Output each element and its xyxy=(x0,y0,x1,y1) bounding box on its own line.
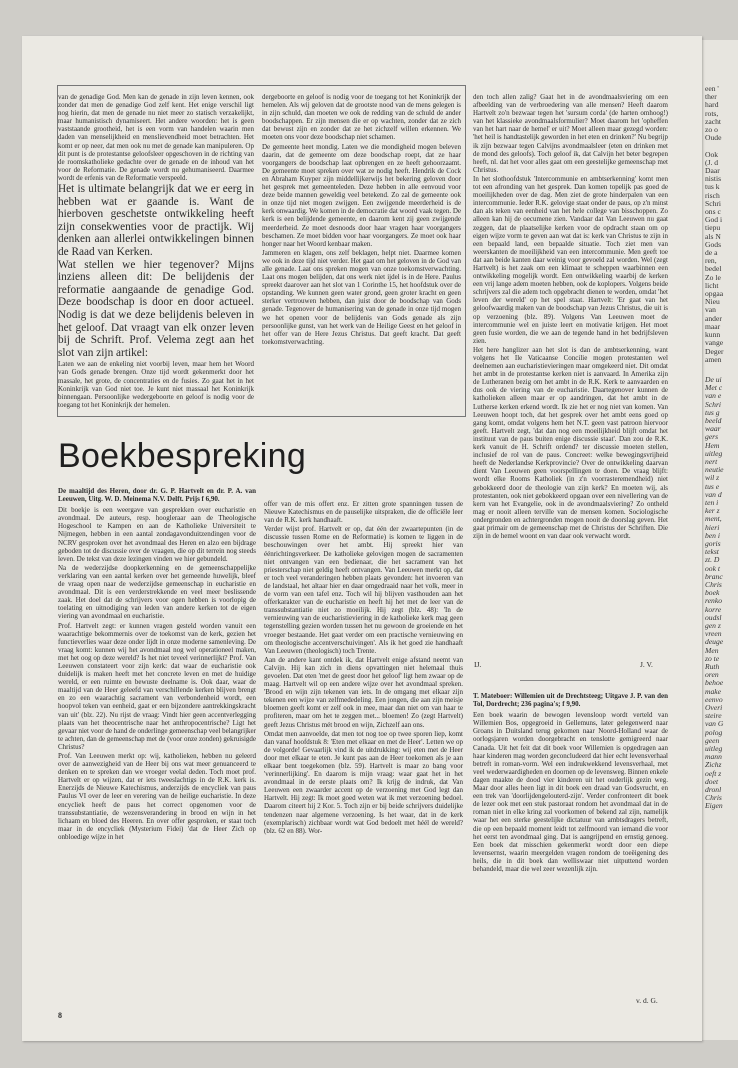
strip-line: God i xyxy=(705,215,723,225)
strip-line: Ruth xyxy=(705,662,720,672)
strip-line: tus k xyxy=(705,182,720,192)
strip-line: eenvo xyxy=(705,694,723,704)
strip-line: amen xyxy=(705,354,722,364)
strip-line: doet xyxy=(705,776,719,786)
review-paragraph: Dit boekje is een weergave van gesprekken over eucharistie en avondmaal. De auteurs, resp. hoogleraar aan de Theologische Hogeschool te Kampen en aan de Katholieke Universiteit te Nijmegen, hebben in een aantal zondagavonduitzendingen voor de NCRV gesproken over het avondmaal des Heren en alzo een bijdrage geboden tot de discussie over de vraagen, die op dit terrein nog steeds leven. De tekst van deze lezingen vinden we hier gebundeld. xyxy=(58,506,256,563)
review-1-column-2 xyxy=(264,500,463,1010)
strip-line: gen z xyxy=(705,621,721,630)
strip-line: vange xyxy=(705,338,724,348)
strip-line: ook t xyxy=(705,563,720,573)
strip-line: oudsl xyxy=(705,612,722,622)
strip-line: beeld xyxy=(705,415,722,425)
signature-review-2: v. d. G. xyxy=(636,996,658,1005)
article-quote: Laten we aan de enkeling niet voorbij leven, maar hem het Woord van Gods genade brengen. Onze tijd wordt gekenmerkt door het massale, het grote, de concentraties en de fusies. Zo gaat het in het Koninkrijk van God niet toe. Je kunt niet massaal het Koninkrijk binnengaan. Persoonlijke wedergeboorte en geloof is nodig voor de toegang tot het Koninkrijk der hemelen. xyxy=(58,360,254,409)
article-paragraph: Het here hanglizer aan het slot is dan de ambtserkenning, want volgens het Ile Vaticaanse Concilie mogen protestanten wel deelnemen aan eucharistievieringen maar omgekeerd niet. Dit omdat het ambt in de protestantse kerken niet is aanvaard. In Amerika zijn de Lutheranen bezig om het ambt in de R.K. Kerk te aanvaarden en dus ook de viering van de eucharistie. Daartegenover kunnen de katholieken alleen maar er op aandringen, dat het ambt in de Lutherse kerken erkend wordt. Ik zie het er nog niet van komen. Van Leeuwen hoopt toch, dat het gesprek over het ambt eens goed op gang komt, omdat volgens hem het N.T. geen vast patroon hiervoor geeft. Hartvelt zegt, 'dat dan nog een moeilijkheid blijft omdat het instituut van de paus buiten enige discussie staat'. Dan zou de R.K. kerk vanuit de H. Schrift ordend? ter discussie moeten stellen, inclusief de rol van de paus. Concreet: welke bewegingsvrijheid heeft de Nederlandse Kerkprovincie? Over de ontwikkeling daarvan dient Van Leeuwen geen voorspellingen te doen. De vraag blijft: wordt elke Rooms Katholiek (in z'n voorrasteremendheid) niet gebokkeerd door de theologie van zijn kerk? En moeten wij, als protestanten, ook niet gebokkeerd opgaan over een nivellering van de kern van het Evangelie, ook in de avondmaalsviering? Zo ontheld mag er nooit alleen terville van de mensen komen. Sociologische ondergronden en achtergronden mogen nooit de doorslag geven. Het gaat primair om de gemeenschap met de Christus der Schriften. Die zijn in de hemel woont en van daar ook verwacht wordt. xyxy=(473,345,668,541)
strip-line: ther xyxy=(705,92,717,102)
review-paragraph: offer van de mis offert enz. Er zitten grote spanningen tussen de Nieuwe Katechismus en de pauselijke uitspraken, die de officiële leer van de R.K. kerk handhaaft. xyxy=(264,500,463,525)
strip-line: tiepu xyxy=(705,223,721,233)
review-1-column-1 xyxy=(58,487,256,1007)
review-paragraph: Verder wijst prof. Hartvelt er op, dat één der zwaartepunten (in de discussie tussen Rome en de Reformatie) is komen te liggen in de beschouwingen over het ambt. Hij spreekt hier van éénrichtingsverkeer. De katholieke gelovigen mogen de sacramenten niet ontvangen van een bedienaar, die het sacrament van het priesterschap niet geldig heeft ontvangen. Van Leeuwen merkt op, dat er toch veel veranderingen hebben plaats gevonden: het invoeren van de landstaal, het altaar hier en daar omgedraaid naar het volk, meer in de vorm van een tafel enz. Toch wil hij blijven vasthouden aan het offerkarakter van de eucharistie en heeft hij het met de leer van de transsubstantiatie niet zo moeilijk. Hij zegt (blz. 48): 'In de vernieuwing van de eucharistieviering in de katholieke kerk mag geen tegenstelling gezien worden tussen het nu gewoon de groeiende en het vroeger bestaande. Het gaat verder om een practische vernieuwing en om theologische accentverschuivingen'. Als ik het goed zie handhaaft Van Leeuwen (theologisch) toch Trente. xyxy=(264,525,463,655)
strip-line: Chris xyxy=(705,793,722,803)
review-2-column xyxy=(473,692,668,992)
strip-line: oren xyxy=(705,670,719,680)
strip-line: Oude xyxy=(705,133,722,143)
strip-line: Zichz xyxy=(705,760,722,770)
strip-line: van d xyxy=(705,489,722,499)
article-column-3 xyxy=(473,93,668,653)
review-2-title: T. Mateboer: Willemien uit de Drechtsteeg; Uitgave J. P. van den Tol, Dordrecht; 236 pagina's; f 9,90. xyxy=(473,692,668,709)
strip-line: zacht xyxy=(705,116,722,126)
strip-line: maar xyxy=(705,321,721,331)
strip-line: steire xyxy=(705,711,722,721)
strip-line: nistis xyxy=(705,174,722,184)
strip-line: De ui xyxy=(705,374,722,384)
strip-bottom xyxy=(705,376,738,811)
review-paragraph: Prof. Hartvelt zegt: er kunnen vragen gesteld worden vanuit een waarachtige bekommernis over de toekomst van de kerk, gezien het functieverlies waar deze onder lijdt in onze moderne samenleving. De vraag komt: kunnen wij het avondmaal nog wel operationeel maken, met het oog op deze wereld? Is het niet teveel verinnerlijkt? Prof. Van Leeuwen constateert voor zijn kerk: dat waar de eucharistie ook duidelijk is maken heeft met het concrete leven en met de huidige wereld, er een ruimte en bewuste deelname is. Ook daar, waar de maaltijd van de Heer geleefd van verschillende kerken blijven brengt en zo een waarachtig sacrament van verbondenheid wordt, een hoopvol teken van eenheid, gaat er een bijzondere aantrekkingskracht van uit' (blz. 22). Nu rijst de vraag: Vindt hier geen accentverlegging plaats van het theocentrische naar het anthropocentrische? Ligt het gevaar niet voor de hand de onderlinge gemeenschap veel belangrijker te achten, dan de gemeenschap met de (voor onze zonden) gekruisigde Christus? xyxy=(58,621,256,751)
adjacent-page-text xyxy=(705,85,738,1015)
strip-line: ker z xyxy=(705,506,720,516)
strip-line: zo o xyxy=(705,125,718,135)
strip-line: goris xyxy=(705,538,721,548)
strip-line: make xyxy=(705,686,722,696)
strip-line: als N xyxy=(705,231,721,241)
strip-line: gers xyxy=(705,432,719,442)
strip-line: mann xyxy=(705,752,722,762)
strip-line: tus e xyxy=(705,481,720,491)
strip-line: Gods xyxy=(705,239,722,249)
strip-line: ben i xyxy=(705,530,720,540)
strip-line: de a xyxy=(705,248,718,258)
signature-left: IJ. xyxy=(474,660,482,669)
strip-line: vreen xyxy=(705,629,722,639)
strip-line: ander xyxy=(705,313,722,323)
section-divider xyxy=(520,680,610,681)
review-paragraph: Na de wederzijdse doopkerkenning en de gemeenschappelijke verklaring van een aantal kerken over het gemeende huwelijk, bleef de vraag open naar de wederzijdse gemeenschap in eucharistie en avondmaal. Dit is een verderstrekkende en veel meer beslissende zaak. Het doel dat de schrijvers voor ogen hebben is voorlopig de toelating en uitnodiging van leden van andere kerken tot de eigen viering van avondmaal en eucharistie. xyxy=(58,563,256,621)
strip-line: behoe xyxy=(705,678,724,688)
page-number: 8 xyxy=(58,1011,62,1020)
strip-line: wil z xyxy=(705,473,720,483)
article-paragraph: den toch allen zalig? Gaat het in de avondmaalsviering om een afbeelding van de verbroedering van alle mensen? Heeft daarom Hartvelt zo'n bezwaar tegen het 'sursum corda' (de harten omhoog!) van het klassieke avondmaalsformulier? Moet daarom het 'opheffen van het hart naar de hemel' er uit? Moet alleen maar gezegd worden: 'het heil is handtastelijk geworden in het eten en drinken?' Nu begrijp ik zijn bezwaar tegen Calvijns avondmaalsleer (eten en drinken met de mond des geloofs). Toch geloof ik, dat Calvijn het beter begrepen heeft, nl. dat het voor alles gaat om een geestelijke gemeenschap met Christus. xyxy=(473,93,668,174)
strip-line: deuge xyxy=(705,637,724,647)
strip-line: boek xyxy=(705,588,720,598)
strip-line: tus g xyxy=(705,407,720,417)
section-heading: Boekbespreking xyxy=(58,437,307,475)
signature-right: J. V. xyxy=(640,660,653,669)
strip-line: waar xyxy=(705,424,721,434)
strip-line: van G xyxy=(705,719,724,729)
strip-line: renko xyxy=(705,596,723,606)
strip-line: ment, xyxy=(705,514,722,524)
strip-line: van e xyxy=(705,391,722,401)
strip-line: Eigen xyxy=(705,801,723,811)
review-paragraph: Aan de andere kant ontdek ik, dat Hartvelt enige afstand neemt van Calvijn. Hij kan zich in diens opvattingen niet helemaal thuis gevoelen. Dat eten 'met de geest door het geloof' ligt hem zwaar op de maag. Hartvelt wil op een andere wijze over het avondmaal spreken. 'Brood en wijn zijn tekenen van iets. In de omgang met elkaar zijn tekenen een wijze van zelfmededeling. Een jongen, die aan zijn meisje bloemen geeft komt er zelf ook in mee, maar dan niet om van haar te profiteren, maar om het te zeggen met... bloemen! Zo (zegt Hartvelt) geeft Jezus Christus mét brood en wijn, Zichzelf aan ons. xyxy=(264,655,463,729)
article-paragraph: De gemeente heet mondig. Laten we die mondigheid mogen beleven daarin, dat de gemeente om deze boodschap roept, dat ze haar voorgangers de boodschap laat opbrengen en ze heeft gehoorzaamt. De gemeente moet spreken over wat ze nodig heeft. Hendrik de Cock en Abraham Kuyper zijn middellijkerwijs het bekering geloven door het gesprek met gemeenteleden. Deze hebben in alle eenvoud voor deze beide mannen geweldig veel betekend. Zo zal de gemeente ook in onze tijd niet mogen zwijgen. Een zwijgende meerderheid is de kerk onwaardig. We komen in de democratie dat woord vaak tegen. De kerk is een belijdende gemeente, en daarom kent zij geen zwijgende meerderheid. Ze moet desnoods door haar vragen haar voorgangers beschamen. Ze moet bidden voor haar voorgangers. Ze moet ook haar honger naar het Woord kenbaar maken. xyxy=(262,142,461,248)
strip-line: hard xyxy=(705,100,719,110)
strip-line: Daar xyxy=(705,166,720,176)
strip-line: een ' xyxy=(705,85,719,93)
strip-line: uitleg xyxy=(705,448,723,458)
strip-top xyxy=(705,85,738,364)
strip-line: Deger xyxy=(705,346,724,356)
strip-line: ons c xyxy=(705,207,721,217)
review-paragraph: Omdat men aanvoelde, dat men tot nog toe op twee sporen liep, komt dan vanaf hoofdstuk 8: 'Eten met elkaar en met de Heer'. Letten we op de volgorde! Gevaarlijk vind ik de uitdrukking: wij eten met de Heer door met elkaar te eten. Je kunt pas aan de Heer toekomen als je aan elkaar bent toegekomen (blz. 59). Hartvelt is maar zo bang voor 'verinnerlijking'. En daarom is mijn vraag: waar gaat het in het avondmaal in de eerste plaats om? Ik krijg de indruk, dat Van Leeuwen een zwaarder accent op de verzoening met God legt dan Hartvelt. Hij zegt: Ik moet goed weten wat ik met verzoening bedoel. Daarom citeert hij 2 Kor. 5. Toch zijn er bij beide schrijvers duidelijke tendenzen naar algemene verzoening. Is het waar, dat in de kerk (exemplarisch) zichbaar wordt wat God bedoelt met héél de wereld? (blz. 62 en 88). Wor- xyxy=(264,729,463,835)
strip-line: hieri xyxy=(705,522,720,532)
strip-line: Men xyxy=(705,645,719,655)
article-frame xyxy=(57,85,466,417)
strip-line: polog xyxy=(705,727,723,737)
strip-line: Overi xyxy=(705,703,723,713)
review-paragraph: Prof. Van Leeuwen merkt op: wij, katholieken, hebben nu geleerd over de aanwezigheid van de Heer bij ons wat meer genuanceerd te denken en te spreken dan we vroeger veelal deden. Toch moet prof. Hartvelt er op wijzen, dat er iets tweeslachtigs in de R.K. kerk is. Enerzijds de Nieuwe Katechismus, anderzijds de encycliek van paus Paulus VI over de leer en verering van de heilige eucharistie. In deze encycliek heeft de paus het correct opgenomen voor de transsubstantiatie, de wezensverandering in brood en wijn in het lichaam en bloed des Heeren. En over offer gesproken, er staat toch maar in de encycliek (Mysterium Fidei) 'dat de Heer Zich op onbloedige wijze in het xyxy=(58,752,256,841)
strip-line: kunn xyxy=(705,330,721,340)
article-paragraph: Jammeren en klagen, ons zelf beklagen, helpt niet. Daarmee komen we ook in deze tijd niet verder. Het gaat om het geloven in de God van alle genade. Laat ons spreken mogen van onze toekomstverwachting. Laat ons mogen belijden, dat ons werk niet ijdel is in de Here. Paulus spreekt daarover aan het slot van 1 Corinthe 15, het hoofdstuk over de opstanding. We kunnen geen water grond, geen groter kracht en geen sterker vertrouwen hebben, dan juist door de boodschap van Gods genade. Tegenover de humanisering van de genade in onze tijd mogen we het openen voor de belijdenis van Gods genade als zijn persoonlijke gunst, van het werk van de Heilige Geest en het geloof in het offer van de Here Jezus Christus. Dat geeft kracht. Dat geeft toekomstverwachting. xyxy=(262,248,461,346)
strip-line: oeft z xyxy=(705,768,722,778)
article-paragraph: In het slothoofdstuk 'Intercommunie en ambtserkenning' komt men tot een afronding van het gesprek. Dan komen topelijk pas goed de moeilijkheden over de dag. Men ziet de grote hinderpalen van een intercommunie. Ieder R.K. gelovige staat onder de paus, op z'n minst dan als teken van eenheid van het hele college van bisschoppen. Zo alleen kan hij de oecumene zien. Vandaar dat Van Leeuwen nu gaat zeggen, dat de plaatselijke kerken voor de opdracht staan om op eigen wijze vorm te geven aan wat dat is: kerk van Christus te zijn in een bepaald land, een bepaalde situatie. Toch ziet men van weerskanten de moeilijkheid van een intercommunie. Men geeft toe dat aan beide kanten daar weinig voor gevoeld zal worden. Wel (zegt Hartvelt) is het zaak om een klimaat te scheppen waarbinnen een ontwikkeling mogelijk wordt. Een ontwikkeling waarbij de kerken een vrij lange adem moeten hebben, ook de koplopers. Volgens beide schrijvers zal die adem toch opgebracht dienen te worden, omdat 'het leven der wereld' op het spel staat. Hartvelt: 'Er gaat van het geloofwaardig maken van de boodschap van Jezus Christus, die uit is op verzoening (blz. 89). Volgens Van Leeuwen moet de intercommunie wel en juiste leert en motivatie krijgen. Het moet geen fusie worden, die we aan de tegende hand in het bedrijfsleven zien. xyxy=(473,174,668,345)
strip-line: Zo le xyxy=(705,272,721,282)
strip-line: bedel xyxy=(705,264,722,274)
strip-line: branc xyxy=(705,571,723,581)
strip-line: licht xyxy=(705,280,719,290)
review-paragraph: Een boek waarin de bewogen levensloop wordt verteld van Willemien Bos, opgegroeid in Gellemuns, later gelegenwerd naar Groans in Duitsland terug gekomen naar Noord-Holland waar de oorlogsjaren worden doorgebracht en tenslotte gemigreerd naar Canada. Uit het feit dat dit boek voor Willemien is opgedragen aan haar kinderen mag worden geconcludeerd dat hier echt levensverhaal betreft in roman-vorm. Wel een indrukwekkend levensverhaal, met veel wederwaardigheden en doornen op de levensweg. Binnen enkele dagen maakte de dood vier kinderen uit het ouderlijk gezin weg. Maar door alles heen ligt in dit boek een draad van Godsvrucht, en een trek van 'doorlijdengelouterd-zijn'. Verder confronteert dit boek de lezer ook met een stuk pastoraat rondom het avondmaal dat in de roman niet in elke kring zal voorkomen of bekend zal zijn, namelijk waar het een sterke geestelijke dictatuur van ambtsdragers betreft, die op een bepaald moment leidt tot zelfmoord van iemand die voor het eerst ten avondmaal ging. Dat is aangrijpend en ernstig genoeg. Een boek dat misschien gekenmerkt wordt door een diepe levensernst, waarin meergelden vragen rondom de toeëigening des heils, die in dit boek dan welliswaar niet uitputtend worden behandeld, maar die wel zeer wezenlijk zijn. xyxy=(473,711,668,873)
strip-line: rots, xyxy=(705,108,719,118)
strip-line: Ook xyxy=(705,149,719,159)
strip-line: tekst xyxy=(705,547,719,557)
article-paragraph: van de genadige God. Men kan de genade in zijn leven kennen, ook zonder dat men de genadige God zelf kent. Het enige verschil ligt nog hierin, dat men de genade nu niet meer zo statisch verzakelijkt, maar humanistisch dynamiseert. Het andere woorden: het is geen vaststaande grootheid, het is een vorm van handelen waarin men daden van menselijkheid en menslievendheid moet betrachten. Het komt er op neer, dat men ook nu met de genade kan manipuleren. Op dit punt is de protestantse geloofsleer opgeschoven in de richting van de roomskatholieke gedachte over de genade en de inhoud van het voor de Reformatie. De genade wordt nu gehumaniseerd. Daarmee wordt de erfenis van de Reformatie verspeeld. xyxy=(58,93,254,182)
strip-line: Hem xyxy=(705,440,720,450)
strip-line: zo te xyxy=(705,653,720,663)
strip-line: Schri xyxy=(705,198,722,208)
strip-line: ren, xyxy=(705,256,717,266)
article-lead-paragraph: Het is ultimate belangrijk dat we er eerg in hebben wat er gaande is. Want de hierboven geschetste ontwikkeling heeft zijn consekwenties voor de practijk. Wij denken aan allerlei ontwikkelingen binnen de Raad van Kerken. Wat stellen we hier tegenover? Mijns inziens alleen dit: De belijdenis der reformatie aangaande de genadige God. Deze boodschap is door en door actueel. Nodig is dat we deze belijdenis beleven in het geloof. Dat vraagt van elk onzer leven bij de Schrift. Prof. Velema zegt aan het slot van zijn artikel: xyxy=(58,183,254,359)
strip-line: dronl xyxy=(705,785,722,795)
strip-line: Schri xyxy=(705,399,722,409)
strip-line: korre xyxy=(705,604,722,614)
strip-line: Chris xyxy=(705,579,722,589)
strip-line: nert xyxy=(705,456,718,466)
strip-line: (J. d xyxy=(705,157,719,167)
strip-line: neutie xyxy=(705,465,724,475)
strip-line: Met c xyxy=(705,383,723,393)
strip-line: geen xyxy=(705,735,720,745)
strip-line: uitleg xyxy=(705,744,723,754)
review-1-title: De maaltijd des Heren, door dr. G. P. Hartvelt en dr. P. A. van Leeuwen, Uitg. W. D. Meinema N.V. Delft. Prijs f 6,90. xyxy=(58,487,256,504)
strip-line: risch xyxy=(705,190,720,200)
strip-line: van xyxy=(705,305,716,315)
strip-line: Nieu xyxy=(705,297,720,307)
strip-line: opgaa xyxy=(705,289,724,299)
strip-line: zt. D xyxy=(705,555,720,565)
article-paragraph: dergeboorte en geloof is nodig voor de toegang tot het Koninkrijk der hemelen. Als wij geloven dat de grootste nood van de mens gelegen is in zijn schuld, dan moeten we ook de redding van de schuld de ander boodschappen. Er zijn mensen die er op wachten, zonder dat ze zich dat bewust zijn en zonder dat ze het zichzelf willen erkennen. We moeten ons voor deze boodschap niet schamen. xyxy=(262,93,461,142)
strip-line: ten i xyxy=(705,497,719,507)
